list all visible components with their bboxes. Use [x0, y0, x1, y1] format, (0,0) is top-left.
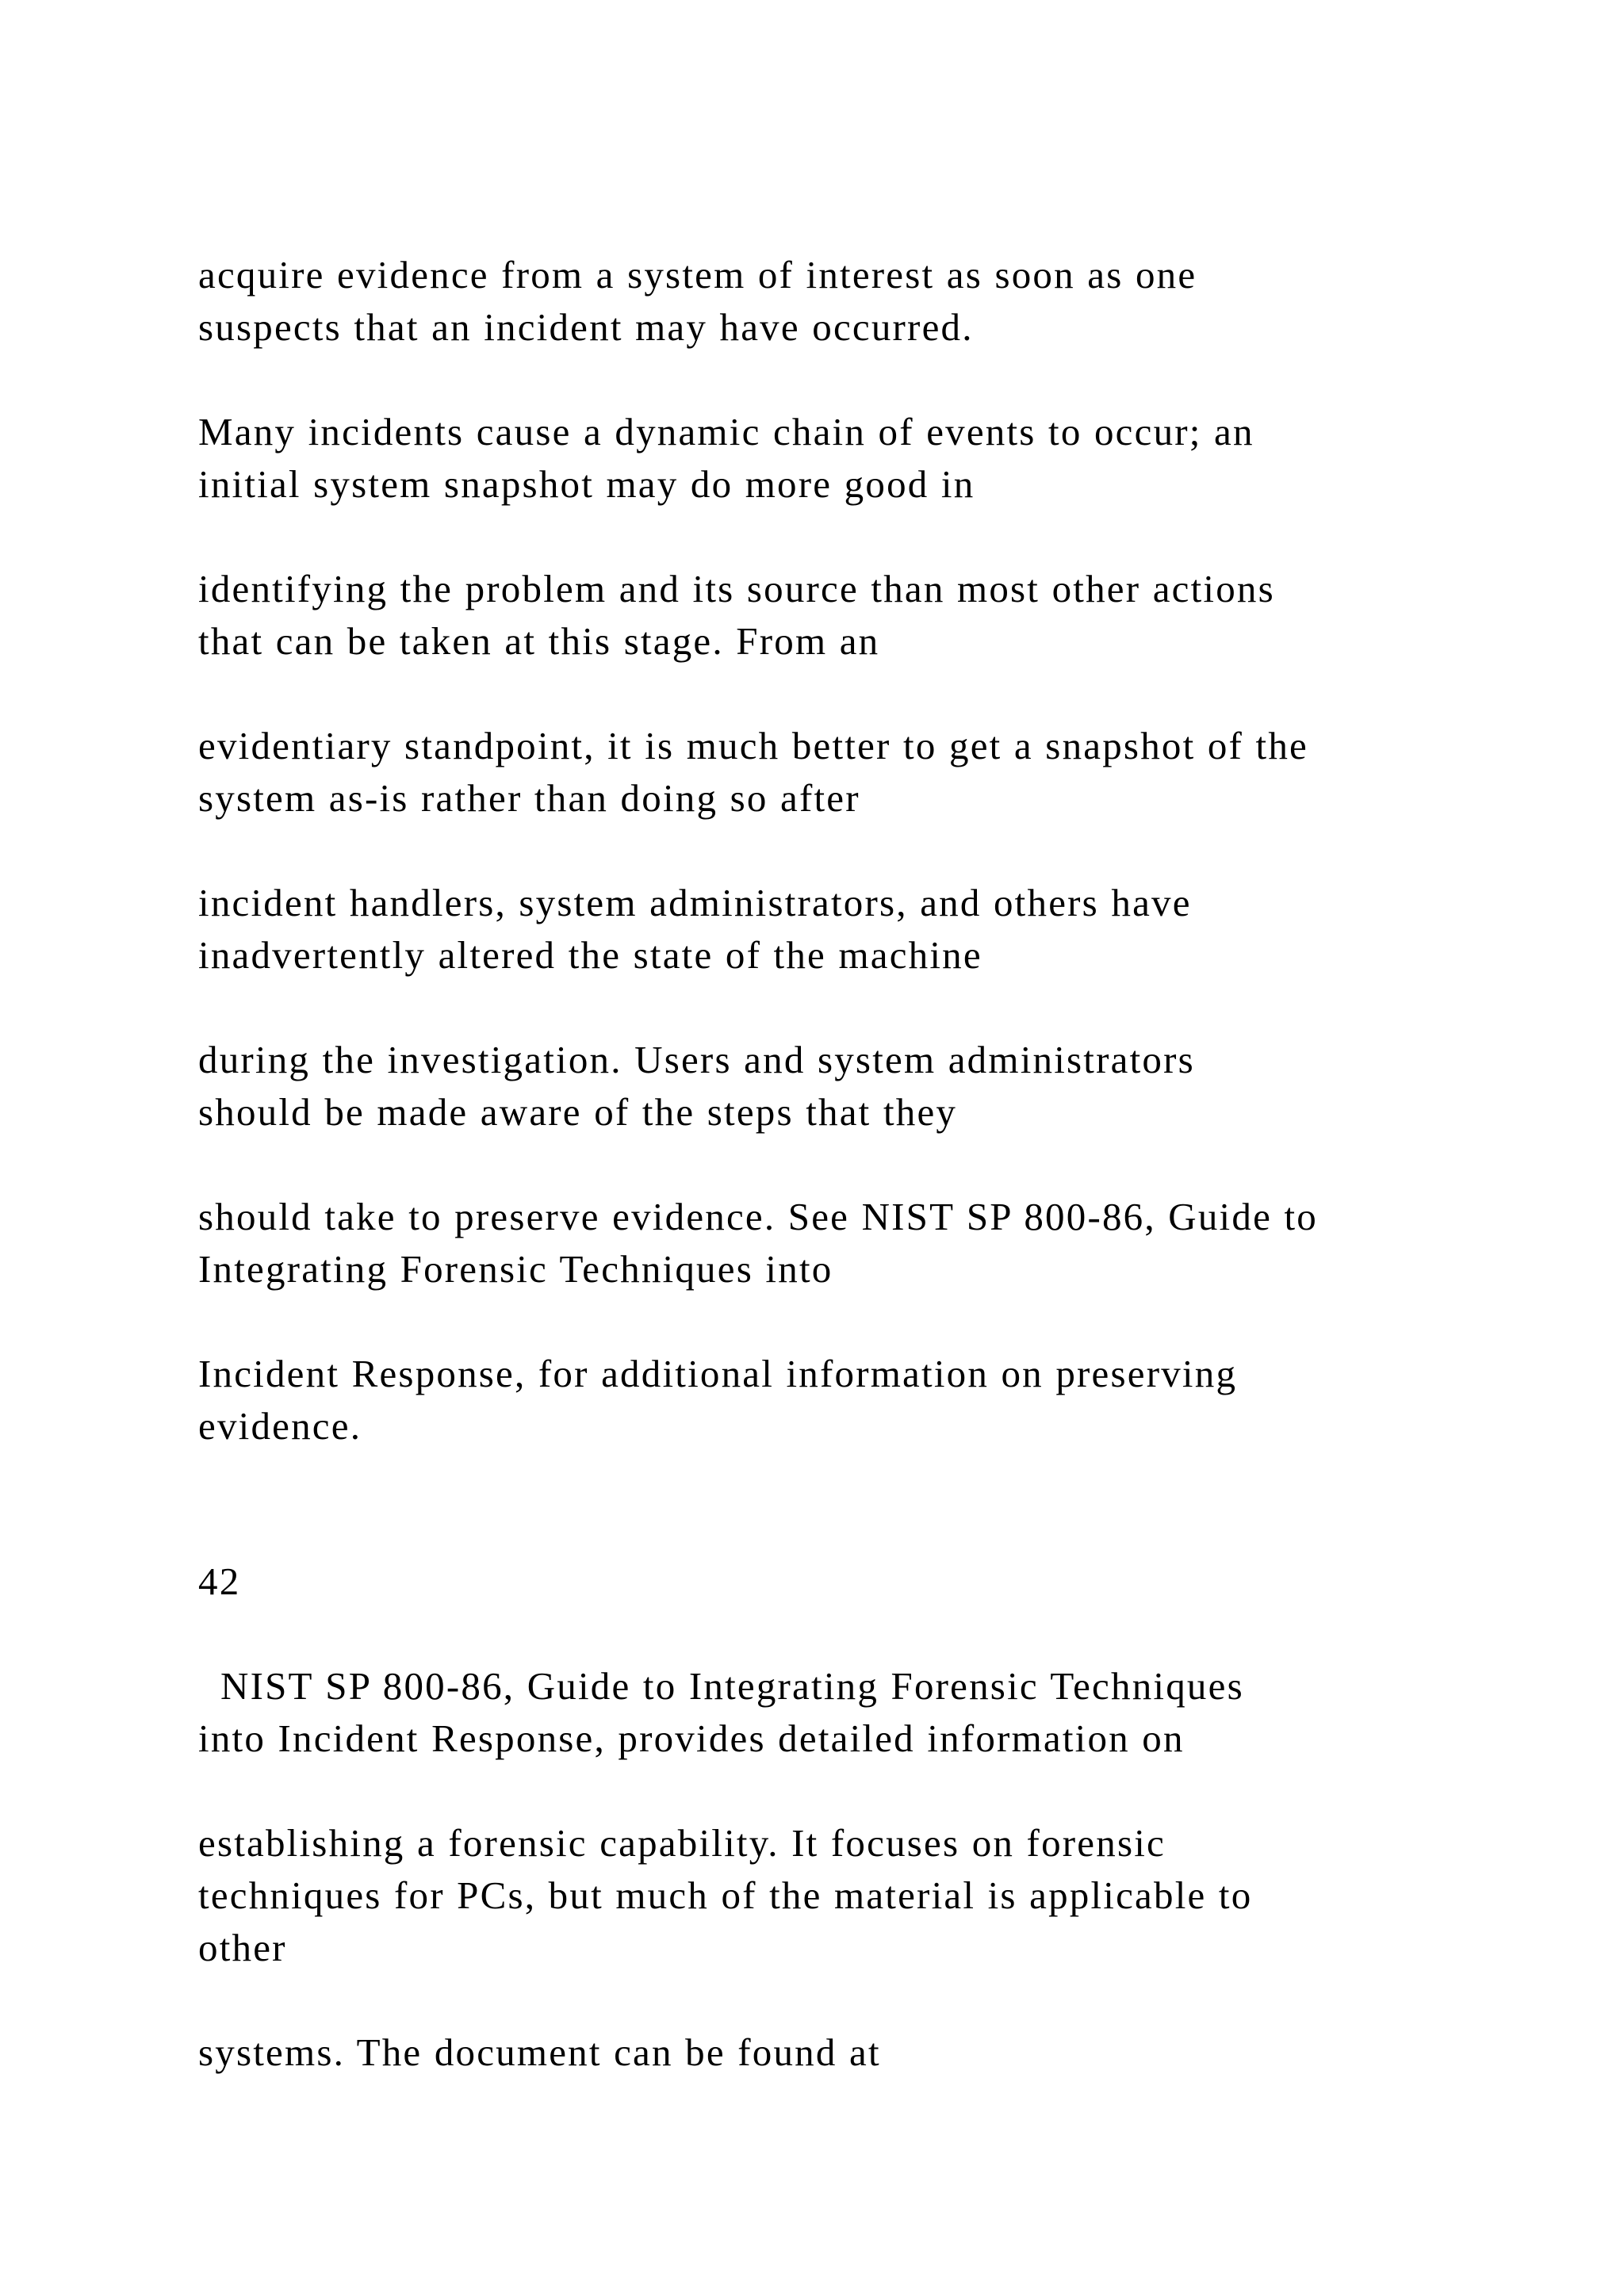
text-line: acquire evidence from a system of interest as soon as one — [198, 253, 1197, 297]
text-line: initial system snapshot may do more good in — [198, 462, 975, 506]
text-line: system as-is rather than doing so after — [198, 776, 860, 820]
footnote-number: 42 — [198, 1559, 241, 1603]
footnote-text-line: NIST SP 800-86, Guide to Integrating Forensic Techniques — [220, 1664, 1244, 1708]
text-line: should be made aware of the steps that they — [198, 1090, 958, 1134]
text-line: incident handlers, system administrators, and others have — [198, 881, 1192, 924]
text-line: during the investigation. Users and system administrators — [198, 1038, 1195, 1081]
text-line: suspects that an incident may have occurred. — [198, 305, 974, 349]
text-line: Incident Response, for additional information on preserving — [198, 1352, 1238, 1395]
text-line: evidentiary standpoint, it is much better to get a snapshot of the — [198, 724, 1308, 767]
text-line: should take to preserve evidence. See NIST SP 800-86, Guide to — [198, 1195, 1318, 1238]
footnote-text-line: systems. The document can be found at — [198, 2030, 881, 2074]
text-line: evidence. — [198, 1404, 362, 1448]
text-line: Many incidents cause a dynamic chain of events to occur; an — [198, 410, 1254, 453]
footnote-text-line: techniques for PCs, but much of the material is applicable to — [198, 1873, 1253, 1917]
footnote-text-line: establishing a forensic capability. It focuses on forensic — [198, 1821, 1166, 1865]
text-line: inadvertently altered the state of the machine — [198, 933, 982, 977]
text-line: Integrating Forensic Techniques into — [198, 1247, 833, 1291]
footnote-text-line: other — [198, 1926, 287, 1969]
text-line: identifying the problem and its source than most other actions — [198, 567, 1275, 610]
footnote-text-line: into Incident Response, provides detailed information on — [198, 1716, 1185, 1760]
text-line: that can be taken at this stage. From an — [198, 619, 880, 663]
